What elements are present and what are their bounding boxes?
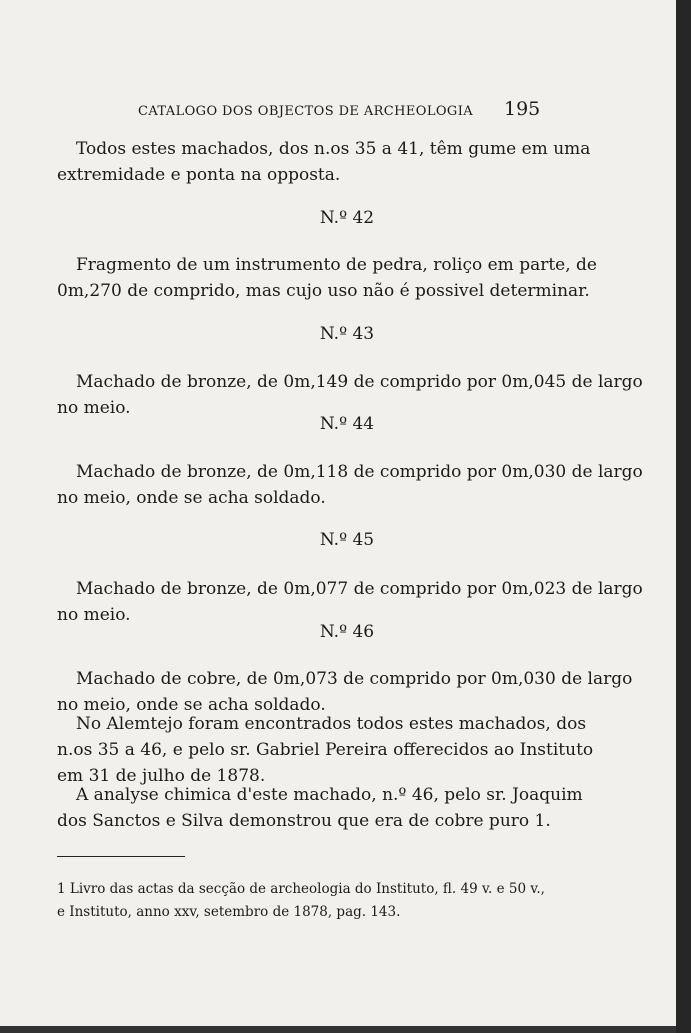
paragraph-line: 0m,270 de comprido, mas cujo uso não é possivel determinar. [57,281,590,301]
item-number-heading: N.º 44 [319,414,375,434]
paragraph-line: em 31 de julho de 1878. [57,766,266,786]
paragraph-line: dos Sanctos e Silva demonstrou que era de cobre puro 1. [57,811,551,831]
paragraph-line: No Alemtejo foram encontrados todos estes machados, dos [76,714,587,734]
item-number-heading: N.º 43 [319,324,375,344]
paragraph-line: A analyse chimica d'este machado, n.º 46, pelo sr. Joaquim [76,785,583,805]
paragraph-line: Machado de bronze, de 0m,149 de comprido por 0m,045 de largo [76,372,643,392]
running-header: CATALOGO DOS OBJECTOS DE ARCHEOLOGIA [138,104,474,119]
paragraph-line: extremidade e ponta na opposta. [57,165,341,185]
page-bottom-edge [0,1026,676,1033]
paragraph-line: no meio, onde se acha soldado. [57,695,326,715]
item-number-heading: N.º 45 [319,530,375,550]
footnote-line: 1 Livro das actas da secção de archeologia do Instituto, fl. 49 v. e 50 v., [57,881,545,897]
paragraph-line: no meio, onde se acha soldado. [57,488,326,508]
paragraph-line: Machado de bronze, de 0m,077 de comprido por 0m,023 de largo [76,579,643,599]
paragraph-line: Machado de cobre, de 0m,073 de comprido por 0m,030 de largo [76,669,633,689]
paragraph-line: no meio. [57,398,131,418]
paragraph-line: n.os 35 a 46, e pelo sr. Gabriel Pereira offerecidos ao Instituto [57,740,594,760]
paragraph-line: Fragmento de um instrumento de pedra, roliço em parte, de [76,255,597,275]
footnote-line: e Instituto, anno xxv, setembro de 1878, pag. 143. [57,904,401,920]
paragraph-line: no meio. [57,605,131,625]
item-number-heading: N.º 46 [319,622,375,642]
page-number: 195 [504,98,541,120]
item-number-heading: N.º 42 [319,208,375,228]
book-edge-shadow [676,0,691,1033]
paragraph-line: Todos estes machados, dos n.os 35 a 41, têm gume em uma [76,139,591,159]
footnote-divider [57,856,185,857]
paragraph-line: Machado de bronze, de 0m,118 de comprido por 0m,030 de largo [76,462,643,482]
